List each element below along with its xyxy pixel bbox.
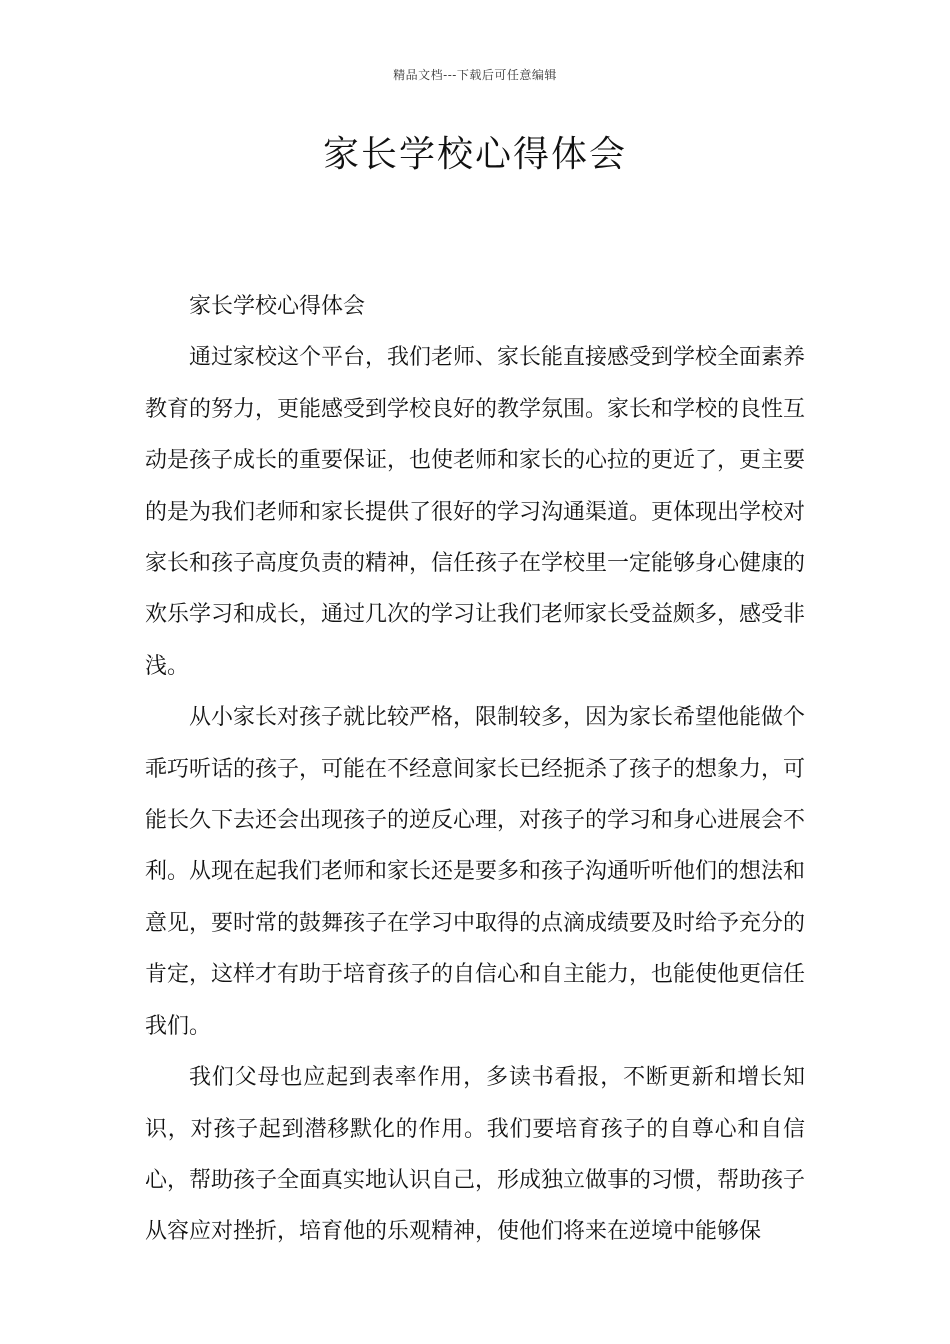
paragraph: 从小家长对孩子就比较严格，限制较多，因为家长希望他能做个乖巧听话的孩子，可能在不经意间家长已经扼杀了孩子的想象力，可能长久下去还会出现孩子的逆反心理，对孩子的学习和身心进展会不利。从现在起我们老师和家长还是要多和孩子沟通听听他们的想法和意见，要时常的鼓舞孩子在学习中取得的点滴成绩要及时给予充分的肯定，这样才有助于培育孩子的自信心和自主能力，也能使他更信任我们。 bbox=[145, 705, 806, 1039]
paragraph-subtitle: 家长学校心得体会 bbox=[189, 294, 366, 319]
document-title: 家长学校心得体会 bbox=[322, 134, 627, 175]
document-body bbox=[145, 281, 805, 1258]
header-note: 精品文档---下载后可任意编辑 bbox=[393, 68, 557, 82]
paragraph: 通过家校这个平台，我们老师、家长能直接感受到学校全面素养教育的努力，更能感受到学校良好的教学氛围。家长和学校的良性互动是孩子成长的重要保证，也使老师和家长的心拉的更近了，更主要的是为我们老师和家长提供了很好的学习沟通渠道。更体现出学校对家长和孩子高度负责的精神，信任孩子在学校里一定能够身心健康的欢乐学习和成长，通过几次的学习让我们老师家长受益颇多，感受非浅。 bbox=[145, 345, 806, 679]
paragraph: 我们父母也应起到表率作用，多读书看报，不断更新和增长知识，对孩子起到潜移默化的作用。我们要培育孩子的自尊心和自信心，帮助孩子全面真实地认识自己，形成独立做事的习惯，帮助孩子从容应对挫折，培育他的乐观精神，使他们将来在逆境中能够保 bbox=[145, 1065, 806, 1245]
